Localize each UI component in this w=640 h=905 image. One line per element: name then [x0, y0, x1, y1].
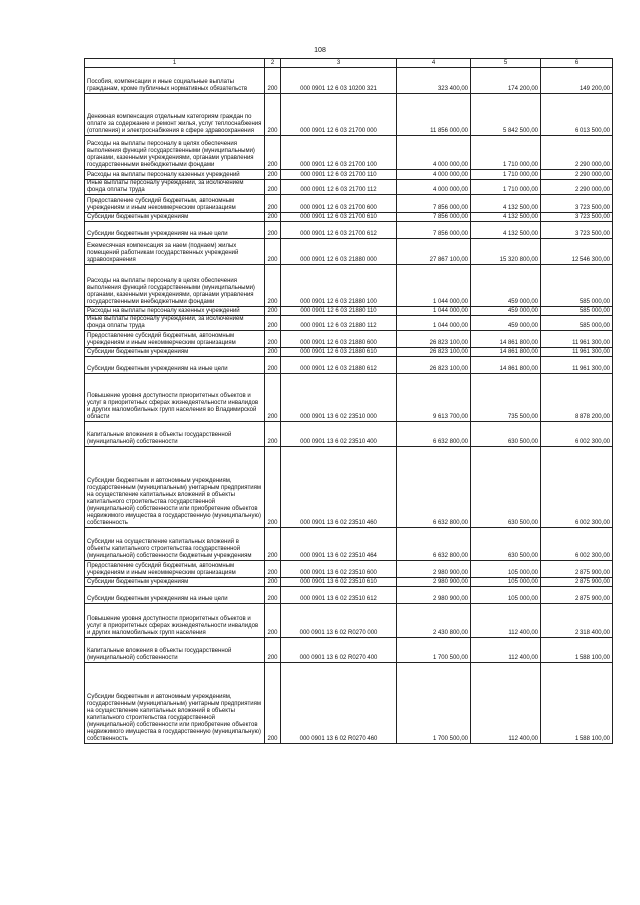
amount-col5: 112 400,00	[471, 637, 541, 662]
amount-col6: 585 000,00	[541, 315, 613, 330]
table-header-row	[85, 59, 613, 68]
table-row	[85, 421, 613, 446]
item-name: Субсидии бюджетным учреждениям на иные цели	[85, 356, 265, 373]
table-row	[85, 577, 613, 586]
amount-total: 6 632 800,00	[397, 421, 471, 446]
item-code: 000 0901 12 6 03 21700 000	[281, 94, 397, 136]
item-code: 000 0901 12 6 03 21700 600	[281, 194, 397, 212]
amount-col5: 105 000,00	[471, 577, 541, 586]
item-code: 000 0901 12 6 03 21700 612	[281, 221, 397, 238]
amount-col5: 112 400,00	[471, 603, 541, 637]
amount-total: 1 700 500,00	[397, 662, 471, 743]
item-code: 000 0901 13 6 02 23510 464	[281, 527, 397, 560]
item-grbs: 200	[265, 238, 281, 264]
table-row	[85, 527, 613, 560]
amount-col5: 105 000,00	[471, 586, 541, 603]
amount-total: 2 430 800,00	[397, 603, 471, 637]
amount-col6: 6 002 300,00	[541, 446, 613, 527]
amount-col6: 149 200,00	[541, 68, 613, 94]
budget-table	[84, 58, 613, 744]
amount-total: 2 980 900,00	[397, 586, 471, 603]
amount-total: 2 980 900,00	[397, 577, 471, 586]
item-grbs: 200	[265, 560, 281, 577]
item-name: Расходы на выплаты персоналу в целях обеспечения выполнения функций государственными (муниципальными) органами, казенными учреждениями, органами управления государственными внебюджетными фондами	[85, 264, 265, 306]
amount-col5: 630 500,00	[471, 527, 541, 560]
item-grbs: 200	[265, 212, 281, 221]
amount-col6: 12 546 300,00	[541, 238, 613, 264]
amount-total: 4 000 000,00	[397, 180, 471, 195]
amount-col6: 1 588 100,00	[541, 662, 613, 743]
amount-total: 7 856 000,00	[397, 212, 471, 221]
table-row	[85, 347, 613, 356]
amount-total: 6 632 800,00	[397, 527, 471, 560]
amount-col6: 2 875 900,00	[541, 577, 613, 586]
item-code: 000 0901 12 6 03 21700 100	[281, 136, 397, 170]
table-row	[85, 446, 613, 527]
item-name: Субсидии бюджетным учреждениям	[85, 212, 265, 221]
item-grbs: 200	[265, 264, 281, 306]
amount-col6: 3 723 500,00	[541, 212, 613, 221]
item-grbs: 200	[265, 373, 281, 421]
item-name: Субсидии бюджетным учреждениям на иные цели	[85, 221, 265, 238]
table-row	[85, 180, 613, 195]
amount-col5: 459 000,00	[471, 315, 541, 330]
item-grbs: 200	[265, 68, 281, 94]
item-grbs: 200	[265, 170, 281, 180]
item-code: 000 0901 12 6 03 21880 600	[281, 330, 397, 347]
amount-col5: 14 861 800,00	[471, 330, 541, 347]
amount-col5: 735 500,00	[471, 373, 541, 421]
item-name: Расходы на выплаты персоналу казенных учреждений	[85, 306, 265, 315]
table-row	[85, 94, 613, 136]
table-row	[85, 212, 613, 221]
amount-col5: 459 000,00	[471, 264, 541, 306]
amount-col5: 4 132 500,00	[471, 221, 541, 238]
item-code: 000 0901 13 6 02 23510 000	[281, 373, 397, 421]
amount-col6: 3 723 500,00	[541, 194, 613, 212]
column-header: 2	[265, 59, 281, 68]
amount-col5: 1 710 000,00	[471, 170, 541, 180]
amount-col6: 11 961 300,00	[541, 330, 613, 347]
amount-total: 4 000 000,00	[397, 170, 471, 180]
amount-col5: 1 710 000,00	[471, 136, 541, 170]
amount-total: 26 823 100,00	[397, 330, 471, 347]
item-name: Субсидии бюджетным и автономным учреждениям, государственным (муниципальным) унитарным предприятиям на осуществление капитальных вложений в объекты капитального строительства государственной (муниципальной) собственности или приобретение объектов недвижимого имущества в государственную (муниципальную) собственность	[85, 662, 265, 743]
item-code: 000 0901 12 6 03 21700 110	[281, 170, 397, 180]
amount-col6: 3 723 500,00	[541, 221, 613, 238]
amount-total: 4 000 000,00	[397, 136, 471, 170]
amount-col6: 2 318 400,00	[541, 603, 613, 637]
item-name: Ежемесячная компенсация за наем (поднаем) жилых помещений работникам государственных учреждений здравоохранения	[85, 238, 265, 264]
amount-col5: 5 842 500,00	[471, 94, 541, 136]
amount-total: 27 867 100,00	[397, 238, 471, 264]
page-number: 108	[314, 47, 326, 54]
item-name: Субсидии бюджетным учреждениям	[85, 347, 265, 356]
table-row	[85, 662, 613, 743]
amount-col5: 630 500,00	[471, 421, 541, 446]
item-name: Предоставление субсидий бюджетным, автономным учреждениям и иным некоммерческим организациям	[85, 194, 265, 212]
amount-col6: 2 290 000,00	[541, 180, 613, 195]
table-row	[85, 603, 613, 637]
item-code: 000 0901 12 6 03 21700 610	[281, 212, 397, 221]
amount-col6: 2 875 900,00	[541, 560, 613, 577]
amount-total: 1 044 000,00	[397, 315, 471, 330]
item-name: Денежная компенсация отдельным категориям граждан по оплате за содержание и ремонт жилья, услуг теплоснабжения (отопления) и электроснабжения в сфере здравоохранения	[85, 94, 265, 136]
amount-col5: 459 000,00	[471, 306, 541, 315]
item-grbs: 200	[265, 577, 281, 586]
item-code: 000 0901 12 6 03 21880 110	[281, 306, 397, 315]
table-row	[85, 194, 613, 212]
item-name: Капитальные вложения в объекты государственной (муниципальной) собственности	[85, 421, 265, 446]
item-code: 000 0901 12 6 03 21880 612	[281, 356, 397, 373]
item-code: 000 0901 13 6 02 R0270 460	[281, 662, 397, 743]
amount-col5: 4 132 500,00	[471, 212, 541, 221]
amount-col6: 585 000,00	[541, 264, 613, 306]
item-name: Предоставление субсидий бюджетным, автономным учреждениям и иным некоммерческим организациям	[85, 560, 265, 577]
amount-col5: 14 861 800,00	[471, 347, 541, 356]
item-code: 000 0901 13 6 02 23510 400	[281, 421, 397, 446]
item-grbs: 200	[265, 586, 281, 603]
item-grbs: 200	[265, 356, 281, 373]
table-row	[85, 586, 613, 603]
amount-total: 11 856 000,00	[397, 94, 471, 136]
item-grbs: 200	[265, 637, 281, 662]
amount-total: 26 823 100,00	[397, 356, 471, 373]
item-code: 000 0901 12 6 03 21880 100	[281, 264, 397, 306]
amount-col5: 112 400,00	[471, 662, 541, 743]
table-row	[85, 238, 613, 264]
item-code: 000 0901 12 6 03 21880 610	[281, 347, 397, 356]
item-grbs: 200	[265, 446, 281, 527]
item-code: 000 0901 13 6 02 23510 610	[281, 577, 397, 586]
amount-col5: 14 861 800,00	[471, 356, 541, 373]
item-name: Капитальные вложения в объекты государственной (муниципальной) собственности	[85, 637, 265, 662]
item-code: 000 0901 13 6 02 R0270 000	[281, 603, 397, 637]
amount-total: 9 613 700,00	[397, 373, 471, 421]
item-grbs: 200	[265, 347, 281, 356]
item-code: 000 0901 12 6 03 10200 321	[281, 68, 397, 94]
amount-col5: 174 200,00	[471, 68, 541, 94]
amount-col5: 105 000,00	[471, 560, 541, 577]
amount-col6: 6 002 300,00	[541, 421, 613, 446]
amount-total: 7 856 000,00	[397, 194, 471, 212]
amount-col6: 2 875 900,00	[541, 586, 613, 603]
item-name: Субсидии бюджетным учреждениям на иные цели	[85, 586, 265, 603]
table-row	[85, 264, 613, 306]
table-row	[85, 560, 613, 577]
amount-total: 1 700 500,00	[397, 637, 471, 662]
item-grbs: 200	[265, 662, 281, 743]
item-grbs: 200	[265, 421, 281, 446]
item-grbs: 200	[265, 330, 281, 347]
amount-col5: 1 710 000,00	[471, 180, 541, 195]
amount-total: 26 823 100,00	[397, 347, 471, 356]
amount-total: 7 856 000,00	[397, 221, 471, 238]
item-code: 000 0901 12 6 03 21700 112	[281, 180, 397, 195]
amount-col5: 630 500,00	[471, 446, 541, 527]
amount-total: 323 400,00	[397, 68, 471, 94]
item-name: Повышение уровня доступности приоритетных объектов и услуг в приоритетных сферах жизнедеятельности инвалидов и других маломобильных групп населения	[85, 603, 265, 637]
item-code: 000 0901 12 6 03 21880 112	[281, 315, 397, 330]
amount-col5: 4 132 500,00	[471, 194, 541, 212]
item-name: Пособия, компенсации и иные социальные выплаты гражданам, кроме публичных нормативных обязательств	[85, 68, 265, 94]
column-header: 1	[85, 59, 265, 68]
amount-col6: 11 961 300,00	[541, 356, 613, 373]
column-header: 6	[541, 59, 613, 68]
item-name: Повышение уровня доступности приоритетных объектов и услуг в приоритетных сферах жизнедеятельности инвалидов и других маломобильных групп населения во Владимирской области	[85, 373, 265, 421]
amount-col6: 11 961 300,00	[541, 347, 613, 356]
amount-col6: 8 878 200,00	[541, 373, 613, 421]
table-row	[85, 356, 613, 373]
item-name: Субсидии бюджетным и автономным учреждениям, государственным (муниципальным) унитарным предприятиям на осуществление капитальных вложений в объекты капитального строительства государственной (муниципальной) собственности или приобретение объектов недвижимого имущества в государственную (муниципальную) собственность	[85, 446, 265, 527]
table-row	[85, 68, 613, 94]
item-name: Иные выплаты персоналу учреждений, за исключением фонда оплаты труда	[85, 180, 265, 195]
item-code: 000 0901 13 6 02 23510 612	[281, 586, 397, 603]
column-header: 4	[397, 59, 471, 68]
item-code: 000 0901 13 6 02 23510 460	[281, 446, 397, 527]
item-grbs: 200	[265, 180, 281, 195]
amount-col5: 15 320 800,00	[471, 238, 541, 264]
amount-total: 1 044 000,00	[397, 264, 471, 306]
table-row	[85, 170, 613, 180]
item-grbs: 200	[265, 315, 281, 330]
amount-total: 2 980 900,00	[397, 560, 471, 577]
table-row	[85, 330, 613, 347]
table-row	[85, 136, 613, 170]
amount-col6: 2 290 000,00	[541, 136, 613, 170]
item-name: Расходы на выплаты персоналу в целях обеспечения выполнения функций государственными (муниципальными) органами, казенными учреждениями, органами управления государственными внебюджетными фондами	[85, 136, 265, 170]
item-grbs: 200	[265, 194, 281, 212]
amount-col6: 6 002 300,00	[541, 527, 613, 560]
amount-col6: 6 013 500,00	[541, 94, 613, 136]
column-header: 3	[281, 59, 397, 68]
item-grbs: 200	[265, 527, 281, 560]
table-row	[85, 373, 613, 421]
item-name: Субсидии на осуществление капитальных вложений в объекты капитального строительства государственной (муниципальной) собственности бюджетным учреждениям	[85, 527, 265, 560]
item-code: 000 0901 12 6 03 21880 000	[281, 238, 397, 264]
table-row	[85, 221, 613, 238]
amount-col6: 585 000,00	[541, 306, 613, 315]
item-code: 000 0901 13 6 02 R0270 400	[281, 637, 397, 662]
amount-col6: 1 588 100,00	[541, 637, 613, 662]
amount-total: 1 044 000,00	[397, 306, 471, 315]
item-grbs: 200	[265, 603, 281, 637]
item-grbs: 200	[265, 221, 281, 238]
item-name: Субсидии бюджетным учреждениям	[85, 577, 265, 586]
table-row	[85, 315, 613, 330]
item-grbs: 200	[265, 94, 281, 136]
item-code: 000 0901 13 6 02 23510 600	[281, 560, 397, 577]
item-grbs: 200	[265, 306, 281, 315]
column-header: 5	[471, 59, 541, 68]
item-name: Иные выплаты персоналу учреждений, за исключением фонда оплаты труда	[85, 315, 265, 330]
amount-col6: 2 290 000,00	[541, 170, 613, 180]
item-grbs: 200	[265, 136, 281, 170]
amount-total: 6 632 800,00	[397, 446, 471, 527]
item-name: Расходы на выплаты персоналу казенных учреждений	[85, 170, 265, 180]
item-name: Предоставление субсидий бюджетным, автономным учреждениям и иным некоммерческим организациям	[85, 330, 265, 347]
table-row	[85, 306, 613, 315]
table-row	[85, 637, 613, 662]
